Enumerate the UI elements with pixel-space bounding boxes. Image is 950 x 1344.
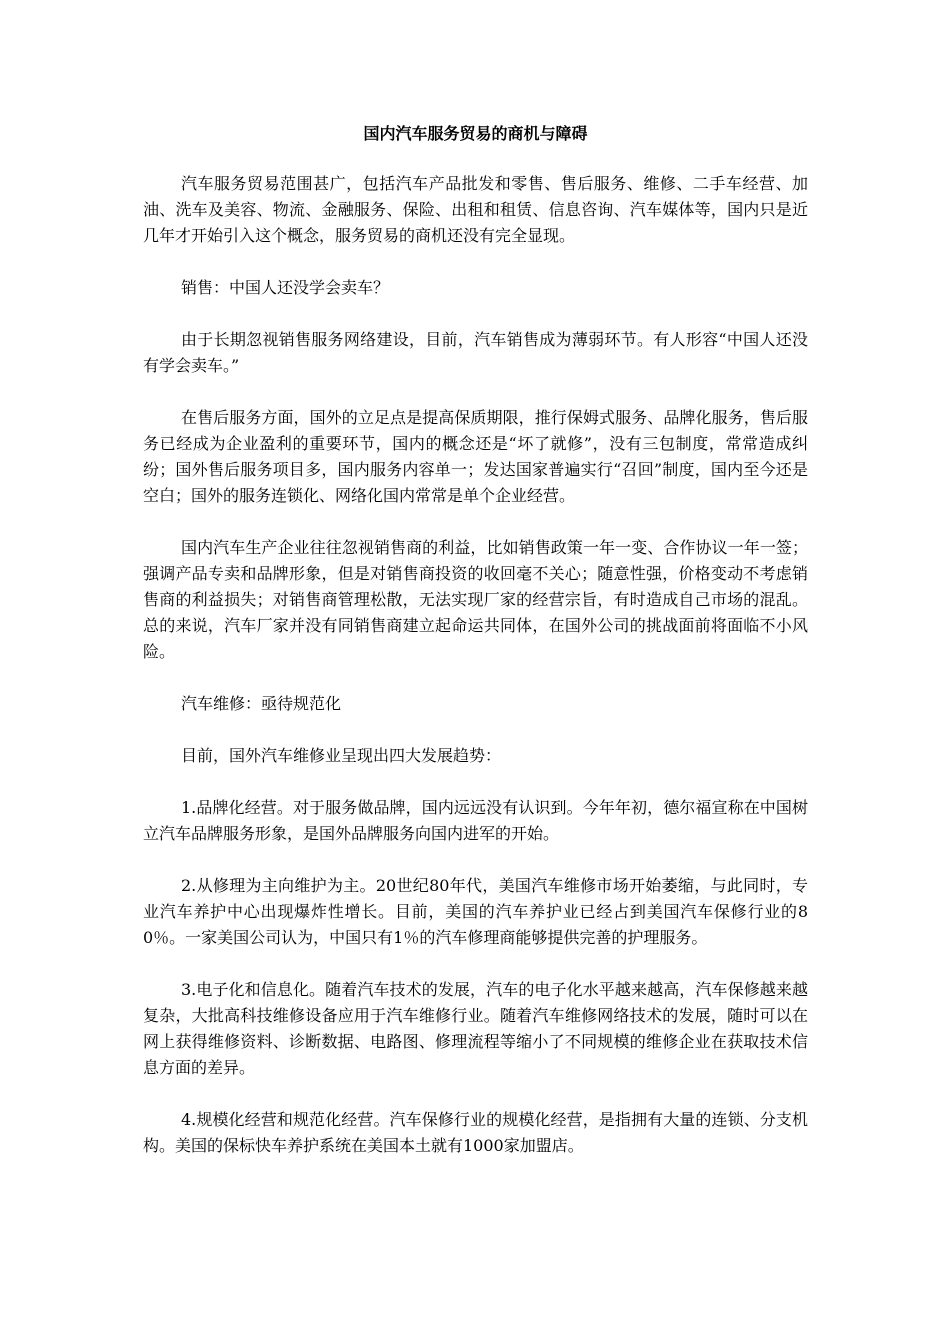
trend-1-paragraph: 1.品牌化经营。对于服务做品牌，国内远远没有认识到。今年年初，德尔福宣称在中国树立汽车品牌服务形象，是国外品牌服务向国内进军的开始。 bbox=[143, 798, 808, 843]
trends-intro-paragraph: 目前，国外汽车维修业呈现出四大发展趋势： bbox=[181, 746, 502, 765]
section-heading-sales: 销售：中国人还没学会卖车？ bbox=[181, 278, 390, 297]
section-heading-repair: 汽车维修：亟待规范化 bbox=[181, 694, 342, 713]
after-sales-paragraph: 在售后服务方面，国外的立足点是提高保质期限，推行保姆式服务、品牌化服务，售后服务已经成为企业盈利的重要环节，国内的概念还是“坏了就修”，没有三包制度，常常造成纠纷；国外售后服务项目多，国内服务内容单一；发达国家普遍实行“召回”制度，国内至今还是空白；国外的服务连锁化、网络化国内常常是单个企业经营。 bbox=[143, 408, 808, 505]
trend-4-paragraph: 4.规模化经营和规范化经营。汽车保修行业的规模化经营，是指拥有大量的连锁、分支机构。美国的保标快车养护系统在美国本土就有1000家加盟店。 bbox=[143, 1110, 808, 1155]
trend-2-paragraph: 2.从修理为主向维护为主。20世纪80年代，美国汽车维修市场开始萎缩，与此同时，专业汽车养护中心出现爆炸性增长。目前，美国的汽车养护业已经占到美国汽车保修行业的80％。一家美国公司认为，中国只有1％的汽车修理商能够提供完善的护理服务。 bbox=[143, 876, 808, 947]
document-title: 国内汽车服务贸易的商机与障碍 bbox=[363, 124, 588, 143]
sales-paragraph: 由于长期忽视销售服务网络建设，目前，汽车销售成为薄弱环节。有人形容“中国人还没有学会卖车。” bbox=[143, 330, 808, 375]
document-body bbox=[143, 121, 808, 1159]
trend-3-paragraph: 3.电子化和信息化。随着汽车技术的发展，汽车的电子化水平越来越高，汽车保修越来越复杂，大批高科技维修设备应用于汽车维修行业。随着汽车维修网络技术的发展，随时可以在网上获得维修资料、诊断数据、电路图、修理流程等缩小了不同规模的维修企业在获取技术信息方面的差异。 bbox=[143, 980, 808, 1077]
intro-paragraph: 汽车服务贸易范围甚广，包括汽车产品批发和零售、售后服务、维修、二手车经营、加油、洗车及美容、物流、金融服务、保险、出租和租赁、信息咨询、汽车媒体等，国内只是近几年才开始引入这个概念，服务贸易的商机还没有完全显现。 bbox=[143, 174, 808, 245]
manufacturer-paragraph: 国内汽车生产企业往往忽视销售商的利益，比如销售政策一年一变、合作协议一年一签；强调产品专卖和品牌形象，但是对销售商投资的收回毫不关心；随意性强，价格变动不考虑销售商的利益损失；对销售商管理松散，无法实现厂家的经营宗旨，有时造成自己市场的混乱。总的来说，汽车厂家并没有同销售商建立起命运共同体，在国外公司的挑战面前将面临不小风险。 bbox=[143, 538, 808, 661]
